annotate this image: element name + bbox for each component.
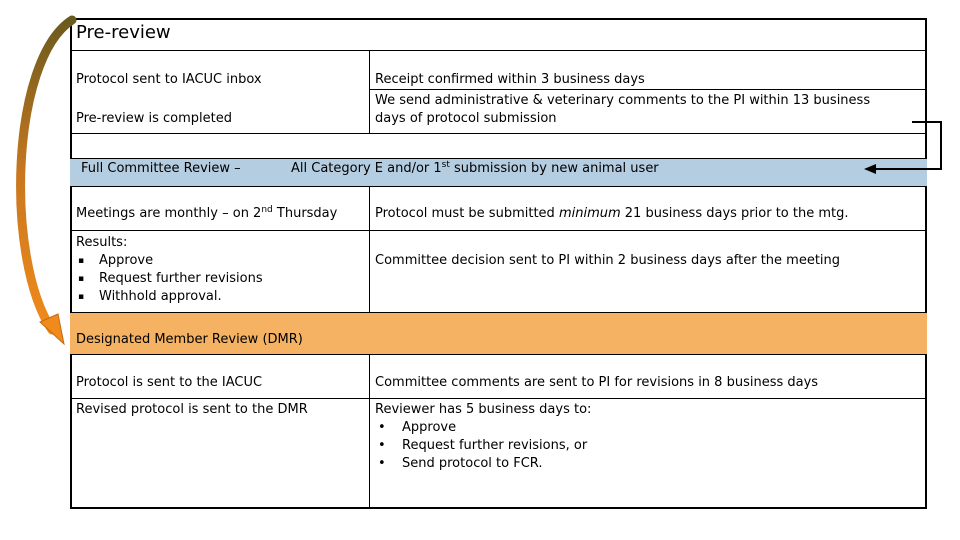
prereview-row2-right-line2: days of protocol submission (375, 111, 557, 126)
dmr-reviewer-label: Reviewer has 5 business days to: (375, 402, 592, 417)
list-item: ▪ Withhold approval. (78, 289, 222, 304)
bullet-icon: • (378, 438, 386, 453)
list-item: • Request further revisions, or (378, 438, 588, 453)
prereview-row1-left: Protocol sent to IACUC inbox (76, 72, 262, 87)
fcr-submission-deadline: Protocol must be submitted minimum 21 business days prior to the mtg. (375, 206, 849, 221)
prereview-row1-right: Receipt confirmed within 3 business days (375, 72, 645, 87)
list-item: • Approve (378, 420, 457, 435)
bullet-icon: ▪ (78, 274, 85, 284)
fcr-decision-timing: Committee decision sent to PI within 2 business days after the meeting (375, 253, 841, 268)
bullet-icon: ▪ (78, 292, 85, 302)
bullet-icon: • (378, 420, 386, 435)
prereview-title: Pre-review (76, 22, 171, 43)
prereview-row2-right-line1: We send administrative & veterinary comments to the PI within 13 business (375, 93, 871, 108)
fcr-heading-prefix: Full Committee Review – (81, 161, 241, 176)
bracket-arrow-to-fcr (873, 122, 941, 169)
dmr-heading: Designated Member Review (DMR) (76, 332, 303, 347)
curved-arrow-prereview-to-dmr (21, 20, 72, 330)
bullet-icon: • (378, 456, 386, 471)
dmr-row1-right: Committee comments are sent to PI for revisions in 8 business days (375, 375, 819, 390)
bullet-icon: ▪ (78, 256, 85, 266)
bracket-arrow-head-icon (864, 164, 876, 174)
fcr-meetings: Meetings are monthly – on 2nd Thursday (76, 205, 338, 221)
dmr-row2-left: Revised protocol is sent to the DMR (76, 402, 308, 417)
fcr-results-label: Results: (76, 235, 128, 250)
list-item: ▪ Approve (78, 253, 154, 268)
prereview-row2-left: Pre-review is completed (76, 111, 232, 126)
list-item: ▪ Request further revisions (78, 271, 263, 286)
list-item: • Send protocol to FCR. (378, 456, 543, 471)
fcr-heading-main: All Category E and/or 1st submission by new animal user (291, 160, 659, 176)
dmr-row1-left: Protocol is sent to the IACUC (76, 375, 263, 390)
